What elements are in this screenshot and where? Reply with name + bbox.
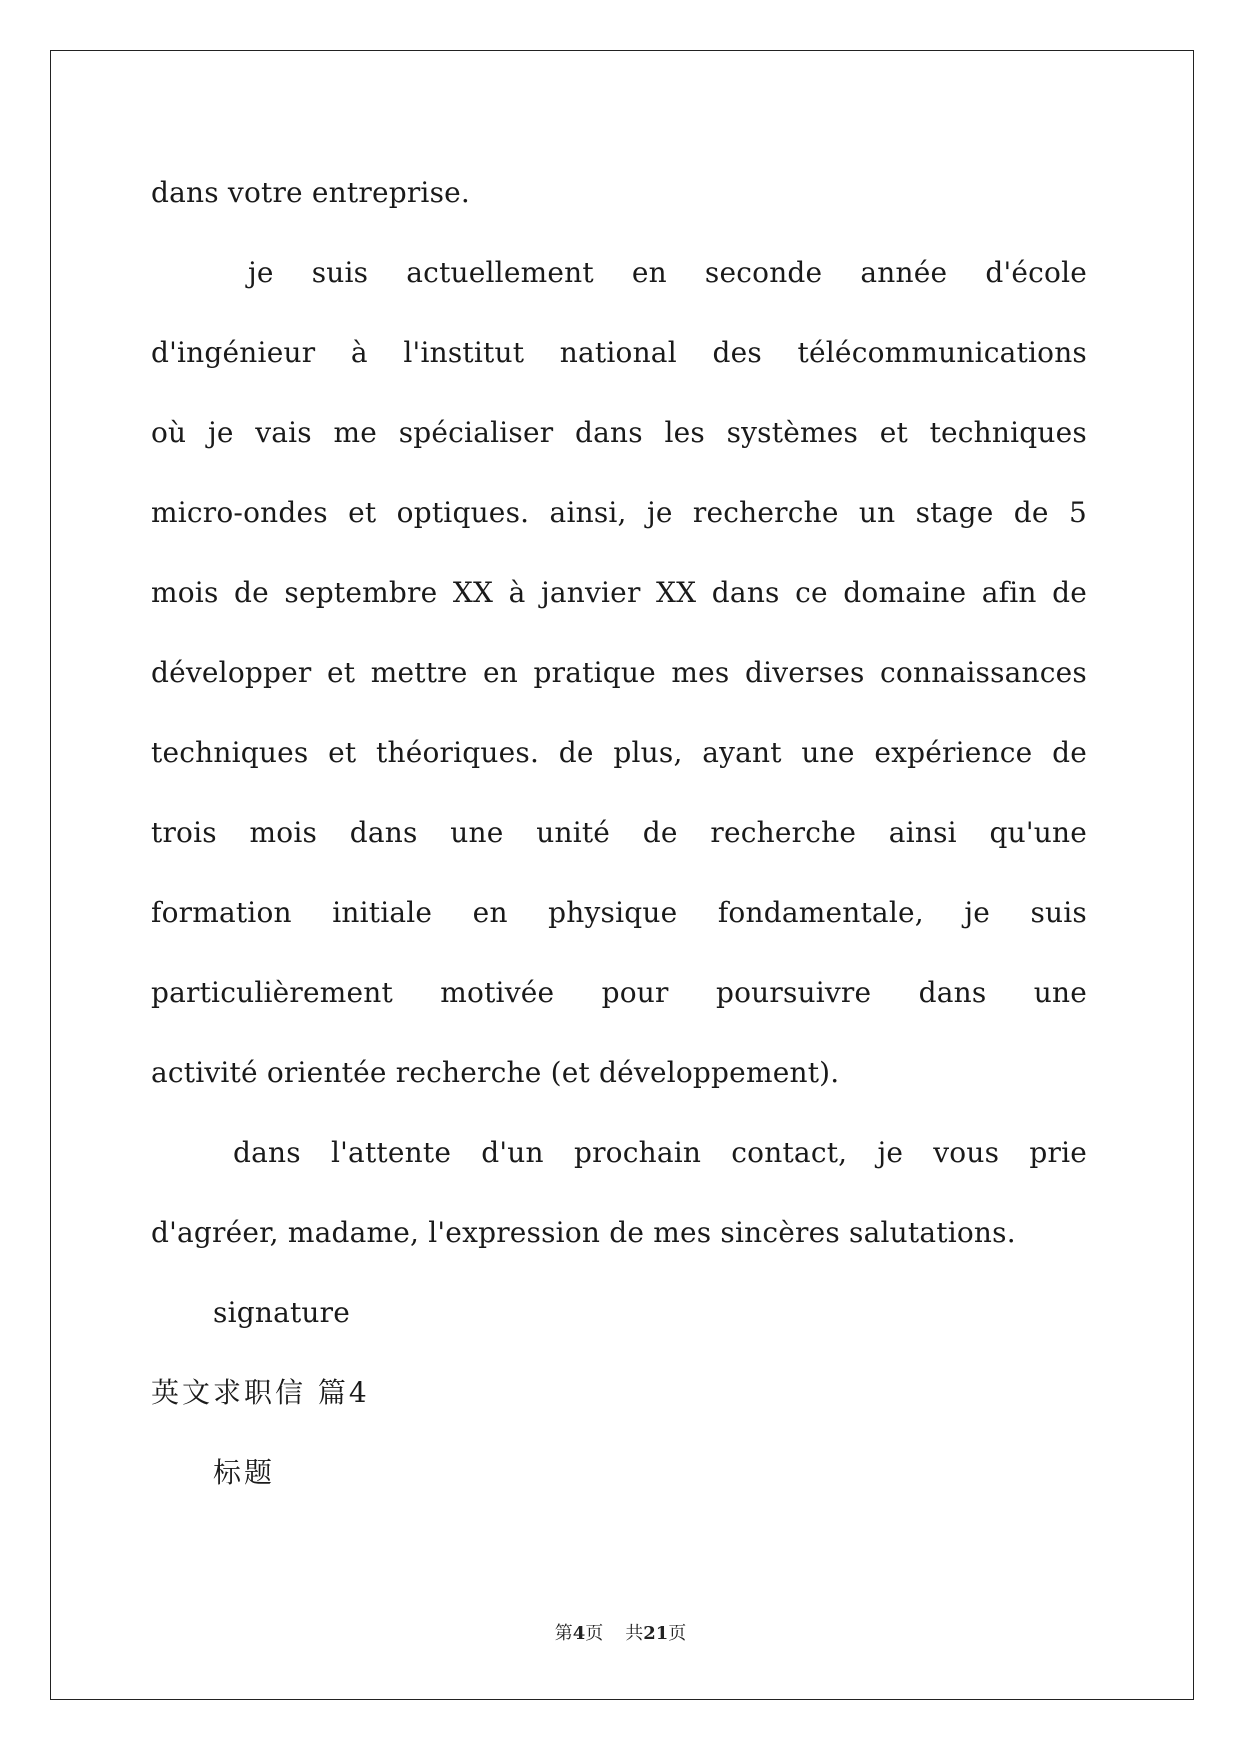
section-heading: 英文求职信 篇4 [151, 1376, 370, 1409]
text-line: développer et mettre en pratique mes diverses connaissances [151, 656, 1087, 689]
page-prefix: 第 [554, 1623, 573, 1644]
page-suffix: 页 [585, 1623, 604, 1644]
text-line: trois mois dans une unité de recherche ainsi qu'une [151, 816, 1087, 849]
text-line: activité orientée recherche (et développement). [151, 1056, 840, 1089]
total-pages: 21 [643, 1623, 669, 1644]
text-line: d'agréer, madame, l'expression de mes sincères salutations. [151, 1216, 1016, 1249]
total-prefix: 共 [625, 1623, 644, 1644]
text-line: dans l'attente d'un prochain contact, je vous prie [233, 1136, 1087, 1169]
text-line: d'ingénieur à l'institut national des télécommunications [151, 336, 1087, 369]
signature-line: signature [213, 1296, 351, 1329]
subheading: 标题 [213, 1456, 276, 1489]
page-frame [50, 50, 1194, 1700]
text-line: particulièrement motivée pour poursuivre dans une [151, 976, 1087, 1009]
page-number: 4 [572, 1623, 586, 1644]
text-line: dans votre entreprise. [151, 176, 471, 209]
text-line: mois de septembre XX à janvier XX dans ce domaine afin de [151, 576, 1087, 609]
text-line: micro-ondes et optiques. ainsi, je recherche un stage de 5 [151, 496, 1087, 529]
page-footer [0, 1622, 1241, 1646]
text-line: je suis actuellement en seconde année d'école [248, 256, 1087, 289]
text-line: techniques et théoriques. de plus, ayant une expérience de [151, 736, 1087, 769]
total-suffix: 页 [668, 1623, 687, 1644]
text-line: où je vais me spécialiser dans les systèmes et techniques [151, 416, 1087, 449]
text-line: formation initiale en physique fondamentale, je suis [151, 896, 1087, 929]
